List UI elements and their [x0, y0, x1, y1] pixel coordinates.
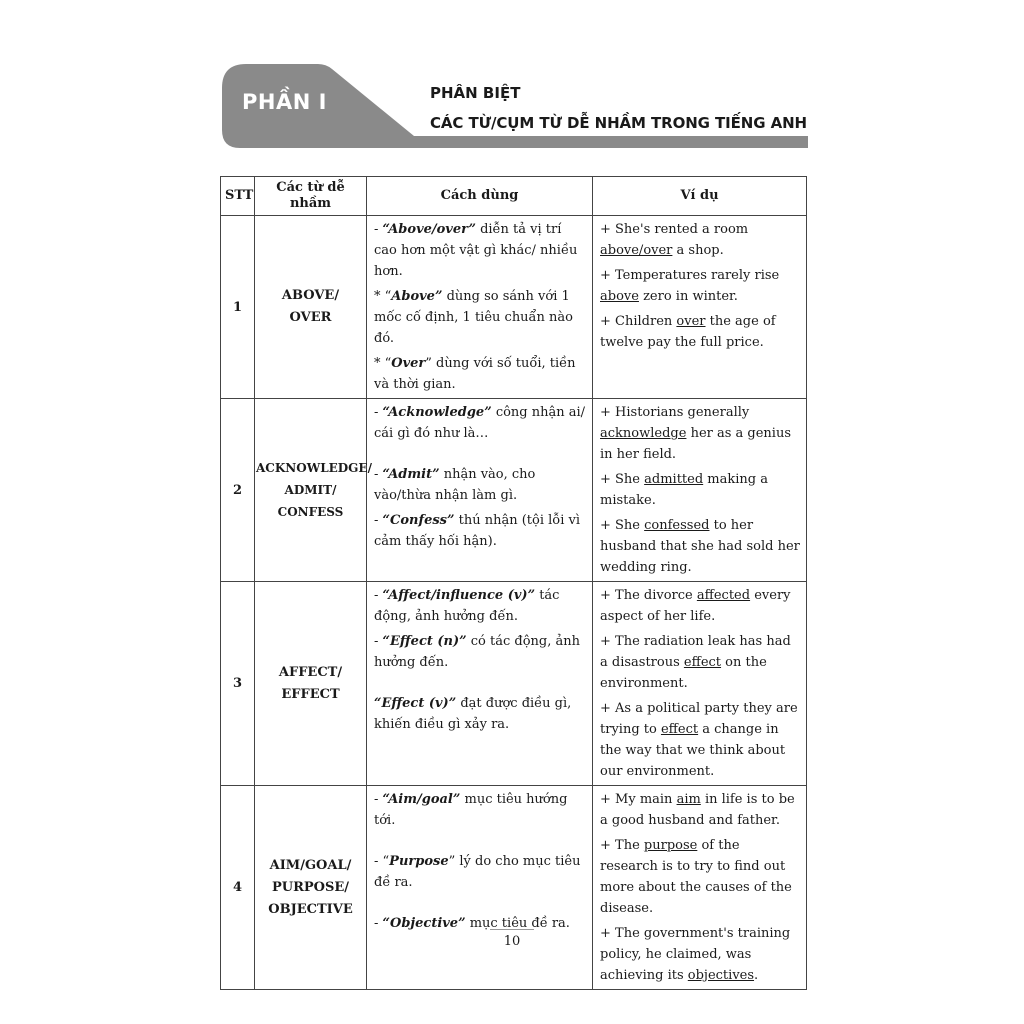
header-word: Các từ dễ nhầm	[255, 177, 367, 216]
header-stt: STT	[221, 177, 255, 216]
row-number: 4	[221, 786, 255, 990]
table-row	[221, 399, 807, 582]
header-usage: Cách dùng	[367, 177, 593, 216]
example-cell: + The divorce affected every aspect of her life. + The radiation leak has had a disastrous effect on the environment. + As a political party they are trying to effect a change in the way that we think about our environment.	[593, 582, 807, 786]
confusable-words: ACKNOWLEDGE/ ADMIT/ CONFESS	[255, 399, 367, 582]
section-title-line1: PHÂN BIỆT	[430, 84, 521, 102]
row-number: 2	[221, 399, 255, 582]
row-number: 1	[221, 216, 255, 399]
page-number: 10	[490, 929, 534, 949]
confusable-words: ABOVE/ OVER	[255, 216, 367, 399]
section-title-line2: CÁC TỪ/CỤM TỪ DỄ NHẦM TRONG TIẾNG ANH	[430, 114, 807, 132]
table-row	[221, 786, 807, 990]
usage-cell: - “Aim/goal” mục tiêu hướng tới. - “Purpose” lý do cho mục tiêu đề ra. - “Objective” mục tiêu đề ra.	[367, 786, 593, 990]
table-row	[221, 216, 807, 399]
row-number: 3	[221, 582, 255, 786]
example-cell: + My main aim in life is to be a good husband and father. + The purpose of the research is to try to find out more about the causes of the disease. + The government's training policy, he claimed, was achieving its objectives.	[593, 786, 807, 990]
table-row	[221, 582, 807, 786]
header-example: Ví dụ	[593, 177, 807, 216]
confusable-words: AIM/GOAL/ PURPOSE/ OBJECTIVE	[255, 786, 367, 990]
part-label: PHẦN I	[242, 90, 327, 114]
usage-cell: - “Affect/influence (v)” tác động, ảnh hưởng đến. - “Effect (n)” có tác động, ảnh hưởng đến. “Effect (v)” đạt được điều gì, khiến điều gì xảy ra.	[367, 582, 593, 786]
confusable-words: AFFECT/ EFFECT	[255, 582, 367, 786]
usage-cell: - “Above/over” diễn tả vị trí cao hơn một vật gì khác/ nhiều hơn. * “Above” dùng so sánh với 1 mốc cố định, 1 tiêu chuẩn nào đó. * “Over” dùng với số tuổi, tiền và thời gian.	[367, 216, 593, 399]
example-cell: + She's rented a room above/over a shop. + Temperatures rarely rise above zero in winter. + Children over the age of twelve pay the full price.	[593, 216, 807, 399]
usage-cell: - “Acknowledge” công nhận ai/ cái gì đó như là… - “Admit” nhận vào, cho vào/thừa nhận làm gì. - “Confess” thú nhận (tội lỗi vì cảm thấy hối hận).	[367, 399, 593, 582]
example-cell: + Historians generally acknowledge her as a genius in her field. + She admitted making a mistake. + She confessed to her husband that she had sold her wedding ring.	[593, 399, 807, 582]
section-banner	[222, 64, 808, 150]
vocabulary-table	[220, 176, 807, 990]
table-header-row	[221, 177, 807, 216]
